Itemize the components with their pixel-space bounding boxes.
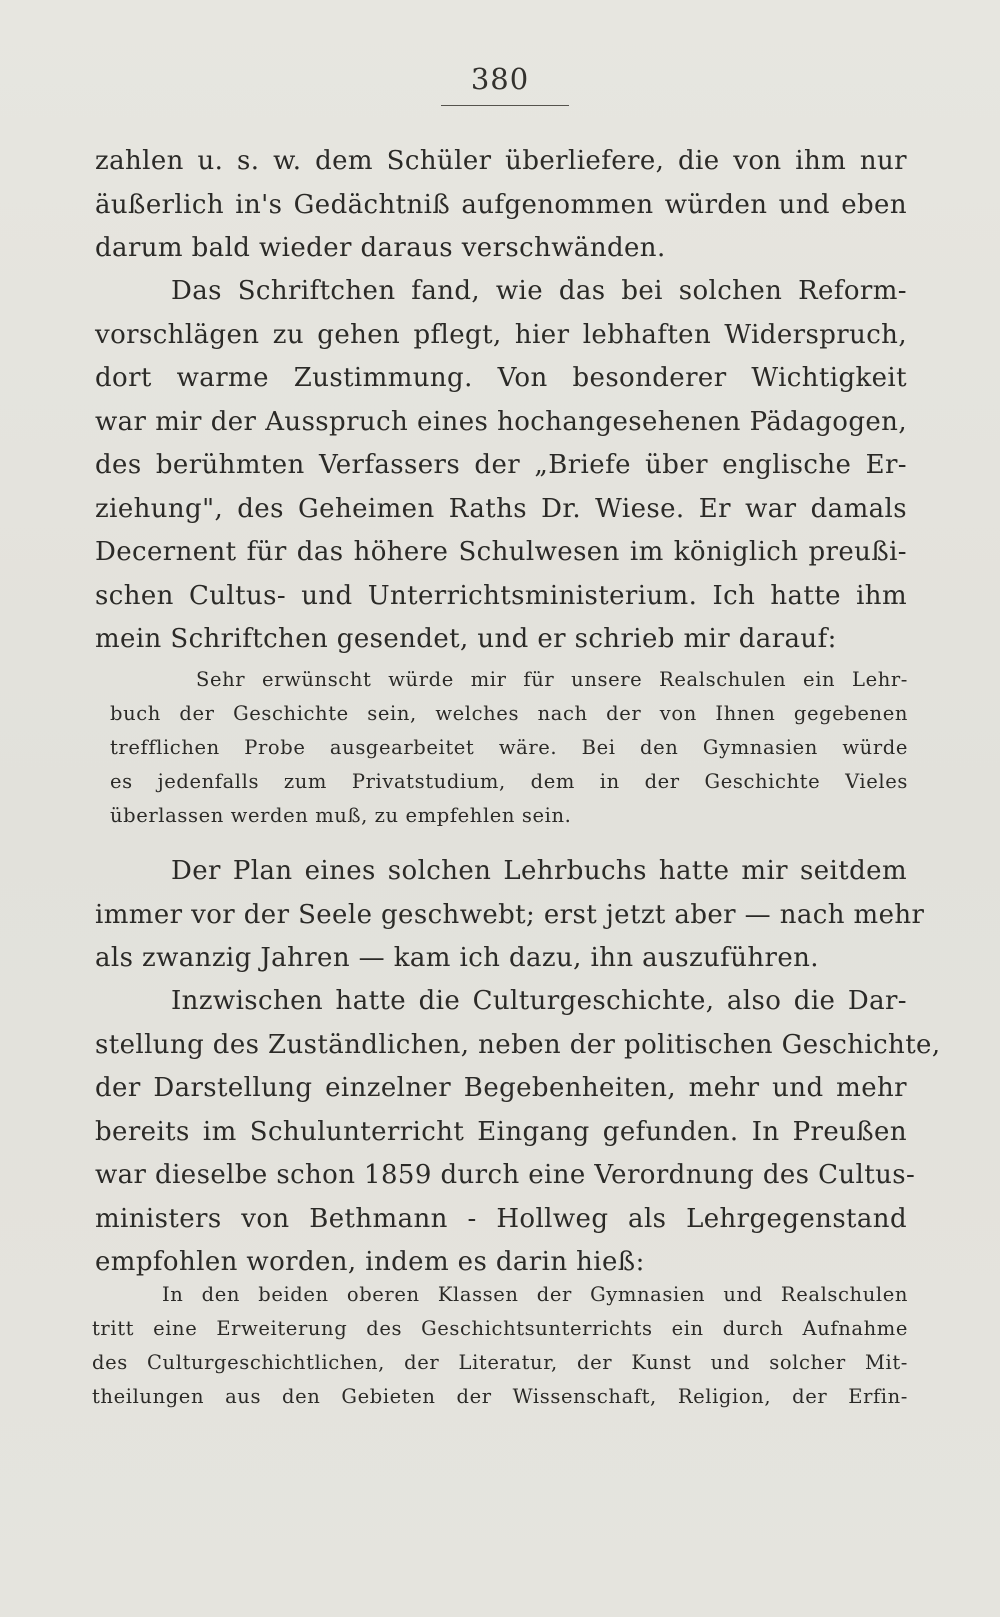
quotation-line: In den beiden oberen Klassen der Gymnasien und Realschulen [162, 1283, 908, 1306]
paragraph-line: ziehung", des Geheimen Raths Dr. Wiese. Er war damals [95, 493, 907, 524]
paragraph-line: schen Cultus- und Unterrichtsministerium. Ich hatte ihm [95, 580, 907, 611]
quotation-1 [110, 663, 908, 833]
paragraph-line: als zwanzig Jahren — kam ich dazu, ihn auszuführen. [95, 943, 819, 973]
quotation-line: überlassen werden muß, zu empfehlen sein. [110, 804, 572, 827]
quotation-line: des Culturgeschichtlichen, der Literatur, der Kunst und solcher Mit- [92, 1351, 908, 1374]
page-number: 380 [470, 62, 530, 96]
paragraph-line: Der Plan eines solchen Lehrbuchs hatte mir seitdem [171, 856, 907, 886]
paragraph-line: empfohlen worden, indem es darin hieß: [95, 1247, 645, 1277]
paragraph-line: immer vor der Seele geschwebt; erst jetzt aber — nach mehr [95, 899, 925, 930]
paragraph-line: darum bald wieder daraus verschwänden. [95, 233, 666, 263]
paragraph-line: vorschlägen zu gehen pflegt, hier lebhaften Widerspruch, [95, 319, 907, 350]
quotation-line: es jedenfalls zum Privatstudium, dem in der Geschichte Vieles [110, 770, 908, 793]
paragraph-line: mein Schriftchen gesendet, und er schrieb mir darauf: [95, 624, 837, 654]
paragraph-2 [95, 270, 907, 662]
quotation-line: trefflichen Probe ausgearbeitet wäre. Bei den Gymnasien würde [110, 736, 908, 759]
paragraph-1 [95, 140, 907, 271]
paragraph-line: äußerlich in's Gedächtniß aufgenommen würden und eben [95, 189, 907, 220]
paragraph-line: stellung des Zuständlichen, neben der politischen Geschichte, [95, 1029, 941, 1060]
paragraph-4 [95, 980, 941, 1285]
paragraph-line: zahlen u. s. w. dem Schüler überliefere, die von ihm nur [95, 146, 907, 176]
quotation-2 [92, 1278, 908, 1414]
page-number-rule [441, 105, 569, 106]
quotation-line: theilungen aus den Gebieten der Wissenschaft, Religion, der Erfin- [92, 1385, 908, 1408]
paragraph-line: Das Schriftchen fand, wie das bei solchen Reform- [171, 276, 907, 306]
paragraph-line: bereits im Schulunterricht Eingang gefunden. In Preußen [95, 1116, 907, 1147]
paragraph-line: des berühmten Verfassers der „Briefe über englische Er- [95, 450, 907, 480]
paragraph-line: war dieselbe schon 1859 durch eine Verordnung des Cultus- [95, 1160, 916, 1190]
paragraph-line: war mir der Ausspruch eines hochangesehenen Pädagogen, [95, 406, 907, 437]
paragraph-line: der Darstellung einzelner Begebenheiten, mehr und mehr [95, 1073, 907, 1103]
quotation-line: tritt eine Erweiterung des Geschichtsunterrichts ein durch Aufnahme [92, 1317, 908, 1340]
quotation-line: Sehr erwünscht würde mir für unsere Realschulen ein Lehr- [196, 668, 908, 691]
quotation-line: buch der Geschichte sein, welches nach der von Ihnen gegebenen [110, 702, 908, 725]
paragraph-line: Decernent für das höhere Schulwesen im königlich preußi- [95, 537, 907, 567]
paragraph-line: dort warme Zustimmung. Von besonderer Wichtigkeit [95, 363, 907, 393]
paragraph-3 [95, 850, 925, 981]
paragraph-line: ministers von Bethmann - Hollweg als Lehrgegenstand [95, 1203, 907, 1234]
paragraph-line: Inzwischen hatte die Culturgeschichte, also die Dar- [171, 986, 907, 1016]
